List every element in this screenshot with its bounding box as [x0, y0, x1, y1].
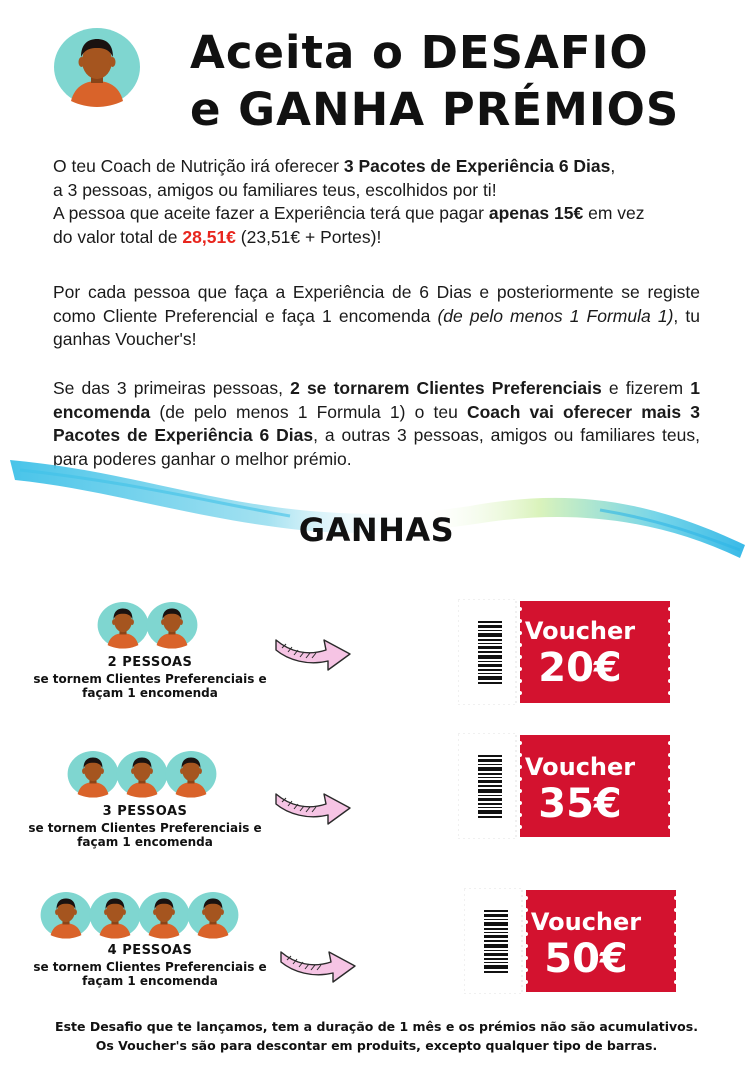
voucher-label: Voucher [524, 753, 636, 781]
person-avatar [97, 599, 149, 651]
rewards-italic: (de pelo menos 1 Formula 1) [437, 305, 674, 326]
challenge-bold: Coach vai oferecer mais 3 Pacotes de Experiência 6 Dias [53, 401, 700, 445]
intro-text: em vez [583, 203, 645, 223]
arrow-icon [272, 782, 354, 828]
voucher-value: 20€ [538, 645, 622, 691]
person-avatar [146, 599, 198, 651]
arrow-icon [277, 940, 359, 986]
intro-text: A pessoa que aceite fazer a Experiência terá que pagar [53, 203, 489, 223]
page-title [190, 24, 710, 138]
voucher-label: Voucher [530, 908, 642, 936]
person-avatar [138, 889, 190, 941]
row-1-title: 2 PESSOAS [107, 655, 193, 670]
challenge-text: , a outras 3 pessoas, amigos ou familiares teus, para poderes ganhar o melhor prémio. [53, 425, 700, 469]
row-1-avatars [97, 599, 195, 651]
row-2-avatars [67, 748, 214, 800]
voucher-35 [458, 733, 672, 839]
intro-text: , [610, 156, 616, 176]
row-2-desc-line1: se tornem Clientes Preferenciais e [28, 821, 262, 835]
voucher-label: Voucher [524, 617, 636, 645]
row-1-desc-line2: façam 1 encomenda [82, 686, 218, 700]
row-3-desc [20, 960, 280, 988]
intro-text: do valor total de [53, 226, 183, 247]
challenge-text: Se das 3 primeiras pessoas, [53, 378, 291, 398]
intro-text: a 3 pessoas, amigos ou familiares teus, escolhidos por ti! [53, 179, 497, 200]
person-avatar [187, 889, 239, 941]
footer-line-1: Este Desafio que te lançamos, tem a duração de 1 mês e os prémios não são acumulativos. [55, 1019, 698, 1034]
row-2-title: 3 PESSOAS [102, 804, 188, 819]
challenge-text: e fizerem [601, 378, 691, 398]
voucher-50 [464, 888, 678, 994]
row-1-desc-line1: se tornem Clientes Preferenciais e [33, 672, 267, 686]
row-3-desc-line1: se tornem Clientes Preferenciais e [33, 960, 267, 974]
intro-text: O teu Coach de Nutrição irá oferecer [53, 156, 344, 176]
intro-price: apenas 15€ [488, 203, 584, 223]
voucher-value: 50€ [544, 936, 628, 982]
person-avatar [116, 748, 168, 800]
title-line-2: e GANHA PRÉMIOS [190, 83, 680, 136]
footer-line-2: Os Voucher's são para descontar em produits, excepto qualquer tipo de barras. [95, 1038, 658, 1053]
title-line-1: Aceita o DESAFIO [190, 26, 649, 79]
person-avatar [67, 748, 119, 800]
ganhas-heading: GANHAS [298, 511, 455, 549]
row-1-desc [20, 672, 280, 700]
challenge-bold: 1 encomenda [53, 378, 700, 422]
rewards-text: , tu ganhas Voucher's! [53, 305, 700, 349]
voucher-value: 35€ [538, 781, 622, 827]
row-3-title: 4 PESSOAS [107, 943, 193, 958]
row-3-desc-line2: façam 1 encomenda [82, 974, 218, 988]
row-3-avatars [40, 889, 236, 941]
coach-avatar [53, 27, 141, 107]
footer-note [0, 1017, 753, 1055]
brush-stroke-decoration [0, 440, 753, 570]
intro-total-price: 28,51€ [182, 226, 236, 247]
person-avatar [165, 748, 217, 800]
row-2-desc-line2: façam 1 encomenda [77, 835, 213, 849]
intro-paragraph [53, 155, 700, 249]
row-2-desc [15, 821, 275, 849]
rewards-text: Por cada pessoa que faça a Experiência de 6 Dias e posteriormente se registe como Cliente Preferencial e faça 1 encomenda [53, 282, 700, 326]
voucher-20 [458, 599, 672, 705]
person-avatar [89, 889, 141, 941]
intro-text: (23,51€ + Portes)! [235, 226, 382, 247]
challenge-text: (de pelo menos 1 Formula 1) o teu [150, 401, 467, 422]
rewards-paragraph [53, 281, 700, 352]
person-avatar [40, 889, 92, 941]
arrow-icon [272, 628, 354, 674]
intro-bold: 3 Pacotes de Experiência 6 Dias [343, 156, 611, 176]
challenge-bold: 2 se tornarem Clientes Preferenciais [290, 378, 602, 398]
